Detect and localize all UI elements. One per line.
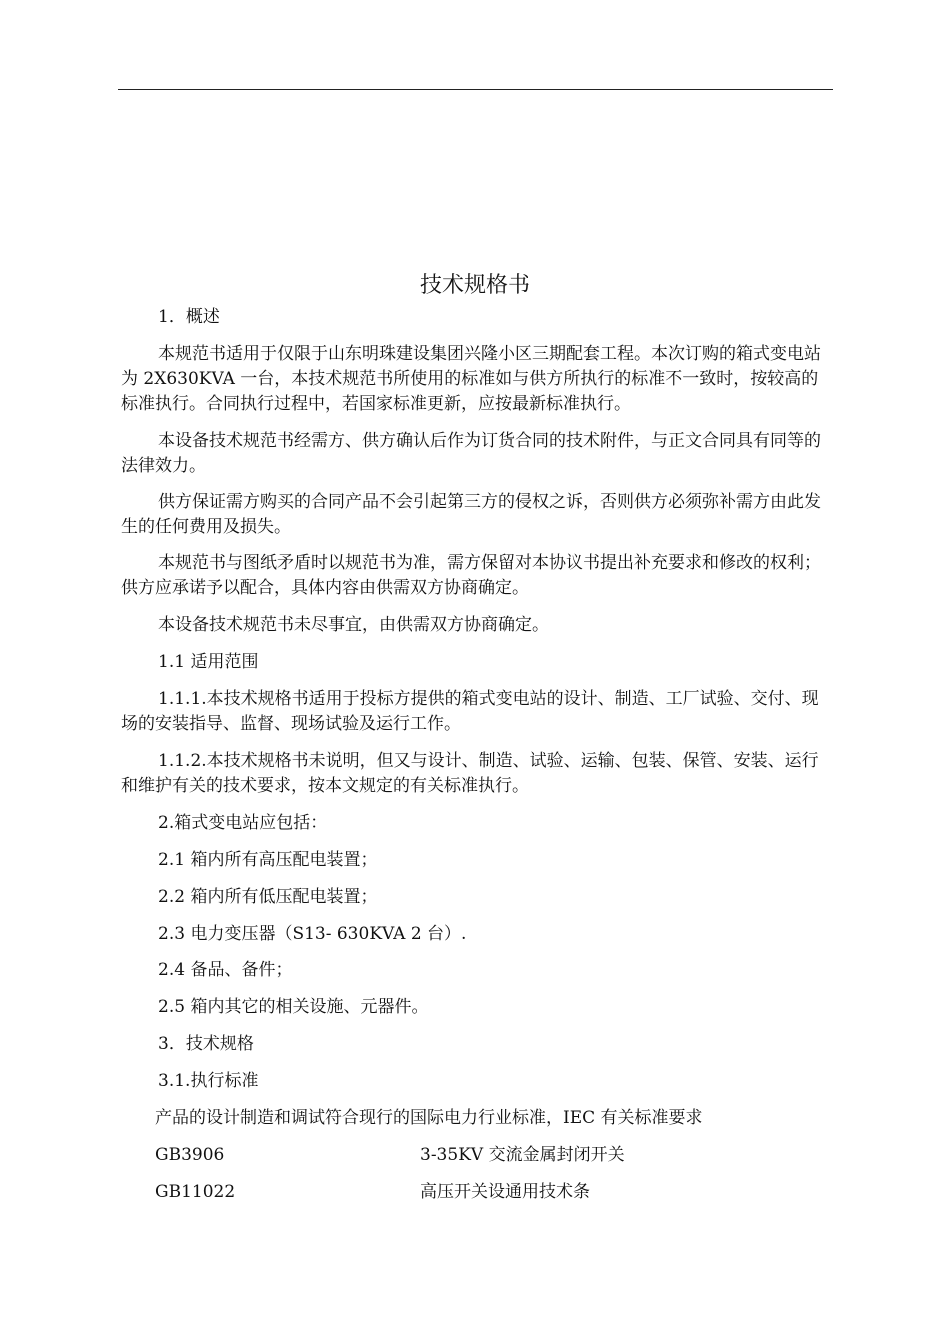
standard-name: 3-35KV 交流金属封闭开关 (420, 1145, 625, 1165)
list-item: 2.1 箱内所有高压配电装置； (158, 850, 378, 870)
paragraph-1: 本规范书适用于仅限于山东明珠建设集团兴隆小区三期配套工程。本次订购的箱式变电站为 2X630KVA 一台，本技术规范书所使用的标准如与供方所执行的标准不一致时，按较高的标准执行。合同执行过程中，若国家标准更新，应按最新标准执行。 (121, 344, 821, 414)
standard-code: GB3906 (155, 1145, 225, 1165)
list-item: 2.4 备品、备件； (158, 960, 293, 980)
paragraph-2: 本设备技术规范书经需方、供方确认后作为订货合同的技术附件，与正文合同具有同等的法律效力。 (121, 431, 821, 476)
list-item: 2.5 箱内其它的相关设施、元器件。 (158, 997, 429, 1017)
paragraph-4: 本规范书与图纸矛盾时以规范书为准，需方保留对本协议书提出补充要求和修改的权利；供方应承诺予以配合，具体内容由供需双方协商确定。 (121, 553, 821, 598)
standard-code: GB11022 (155, 1182, 236, 1202)
standards-intro: 产品的设计制造和调试符合现行的国际电力行业标准，IEC 有关标准要求 (155, 1108, 703, 1128)
section-1-heading-text: 1．概述 (158, 307, 220, 327)
paragraph-5: 本设备技术规范书未尽事宜，由供需双方协商确定。 (158, 615, 549, 635)
paragraph-1-1-1: 1.1.1.本技术规格书适用于投标方提供的箱式变电站的设计、制造、工厂试验、交付、现场的安装指导、监督、现场试验及运行工作。 (121, 689, 819, 734)
paragraph-1-1-2: 1.1.2.本技术规格书未说明，但又与设计、制造、试验、运输、包装、保管、安装、运行和维护有关的技术要求，按本文规定的有关标准执行。 (121, 751, 819, 796)
list-item: 2.3 电力变压器（S13- 630KVA 2 台）. (158, 924, 467, 944)
list-item: 2.2 箱内所有低压配电装置； (158, 887, 378, 907)
section-1-1-heading: 1.1 适用范围 (158, 652, 259, 672)
section-2-heading: 2.箱式变电站应包括： (158, 813, 328, 833)
standard-name: 高压开关设通用技术条 (420, 1182, 590, 1202)
section-3-1-heading: 3.1.执行标准 (158, 1071, 259, 1091)
page-title: 技术规格书 (419, 273, 530, 298)
section-3-heading: 3．技术规格 (158, 1034, 254, 1054)
paragraph-3: 供方保证需方购买的合同产品不会引起第三方的侵权之诉，否则供方必须弥补需方由此发生的任何费用及损失。 (121, 492, 821, 537)
header-rule (118, 89, 833, 90)
section-1-heading (121, 305, 833, 330)
